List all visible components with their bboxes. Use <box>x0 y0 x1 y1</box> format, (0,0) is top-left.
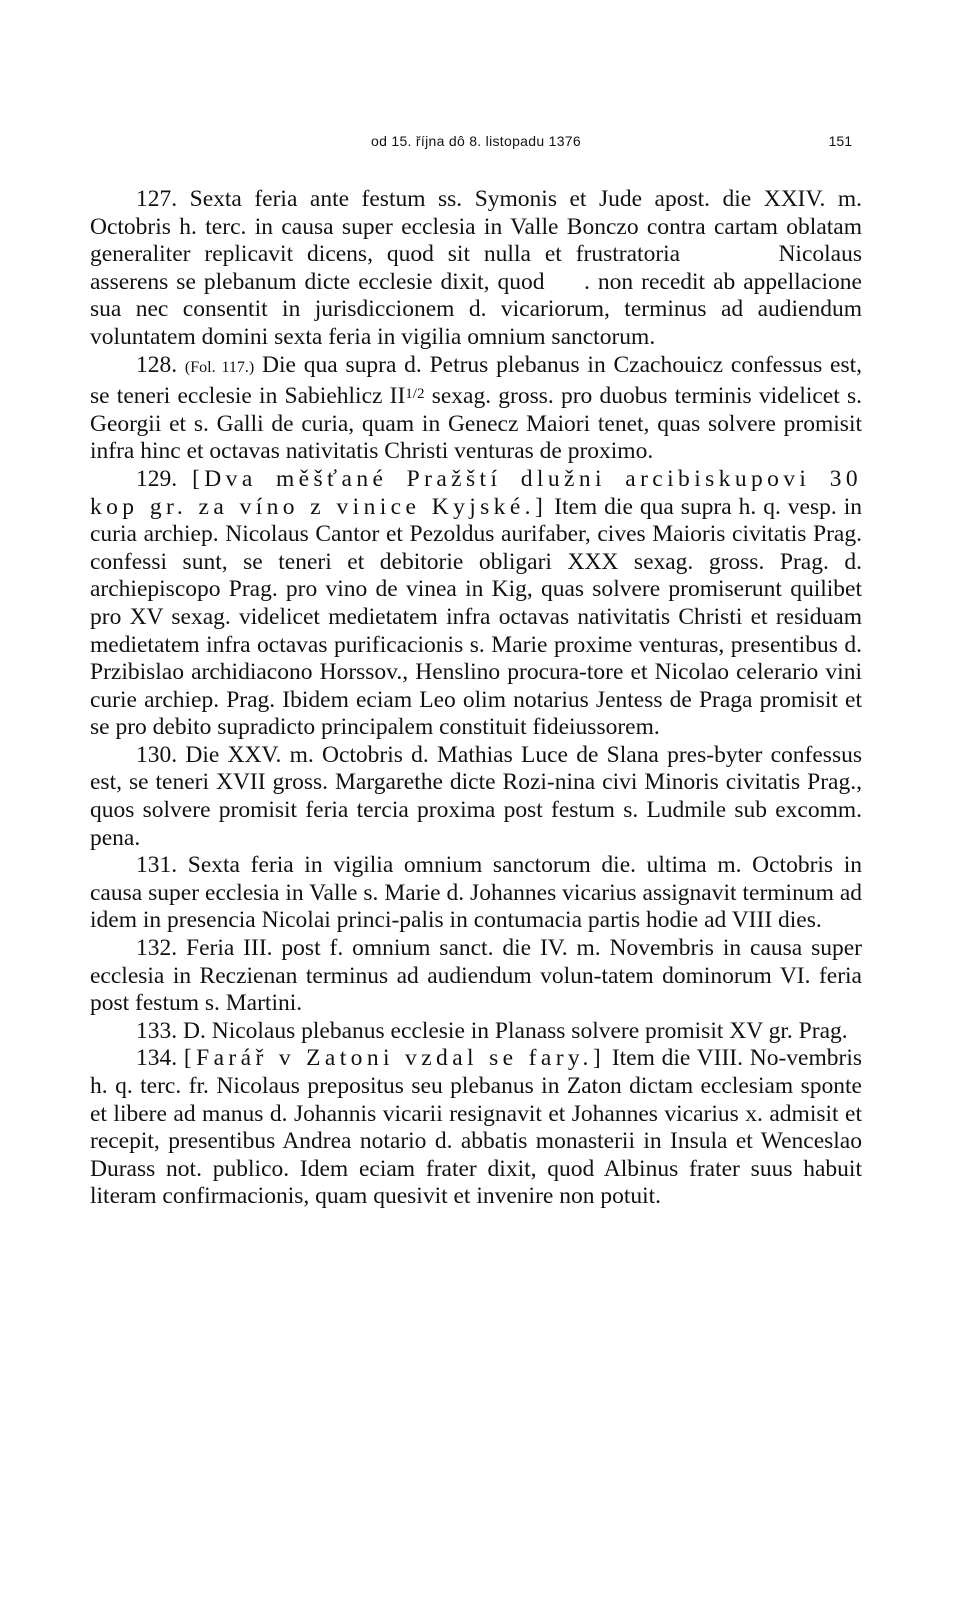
entry-132 <box>90 935 862 1018</box>
entry-127 <box>90 186 862 352</box>
fraction: 1/2 <box>405 386 425 403</box>
entry-134-heading: [Farář v Zatoni vzdal se fary.] <box>183 1045 606 1072</box>
entry-133 <box>90 1018 862 1046</box>
entry-128-text-end: sexag. gross. pro duobus terminis videlicet s. Georgii et s. Galli de curia, quam in Genecz Maiori tenet, quas solvere promisit infra hinc et octavas nativitatis Christi venturas de proximo. <box>90 383 862 465</box>
entry-131 <box>90 852 862 935</box>
entry-132-text: 132. Feria III. post f. omnium sanct. die IV. m. Novembris in causa super ecclesia in Reczienan terminus ad audiendum volun-tatem dominorum VI. feria post festum s. Martini. <box>90 935 862 1017</box>
entry-130 <box>90 742 862 852</box>
entry-129 <box>90 466 862 742</box>
entry-127-text-end: . non recedit ab appellacione sua nec consentit in jurisdiccionem d. vicariorum, terminus ad audiendum voluntatem domini sexta feria in vigilia omnium sanctorum. <box>90 268 862 350</box>
entry-127-text-continued: Nicolaus asserens se plebanum dicte ecclesie dixit, quod <box>90 241 862 295</box>
entry-128 <box>90 352 862 466</box>
entry-128-number: 128. <box>136 351 178 378</box>
entry-127-text: 127. Sexta feria ante festum ss. Symonis et Jude apost. die XXIV. m. Octobris h. terc. in causa super ecclesia in Valle Bonczo contra cartam oblatam generaliter replicavit dicens, quod sit nulla et frustratoria <box>90 186 862 268</box>
entry-129-text: Item die qua supra h. q. vesp. in curia archiep. Nicolaus Cantor et Pezoldus aurifaber, cives Maioris civitatis Prag. confessi sunt, se teneri et debitorie obligari XXX sexag. gross. Prag. d. archiepiscopo Prag. pro vino de vinea in Kig, quas solvere promiserunt quilibet pro XV sexag. videlicet medietatem infra octavas nativitatis Christi et residuam medietatem infra octavas purificacionis s. Marie proxime venturas, presentibus d. Przibislao archidiacono Horssov., Henslino procura-tore et Nicolao celerario vini curie archiep. Prag. Ibidem eciam Leo olim notarius Jentess de Praga promisit et se pro debito supradicto principalem constituit fideiussorem. <box>90 493 862 741</box>
document-body <box>90 186 862 1211</box>
running-title: od 15. října dô 8. listopadu 1376 <box>371 133 581 149</box>
entry-134-number: 134. <box>136 1045 178 1072</box>
page-header <box>90 133 862 159</box>
entry-128-text: Die qua supra d. Petrus plebanus in Czachouicz confessus est, se teneri ecclesie in Sabiehlicz II <box>90 351 863 410</box>
entry-133-text: 133. D. Nicolaus plebanus ecclesie in Planass solvere promisit XV gr. Prag. <box>136 1017 848 1044</box>
entry-134-text: Item die VIII. No-vembris h. q. terc. fr. Nicolaus prepositus seu plebanus in Zaton dictam ecclesiam sponte et libere ad manus d. Johannis vicarii resignavit et Johannes vicarius x. admisit et recepit, presentibus Andrea notario d. abbatis monasterii in Insula et Wenceslao Durass not. publico. Idem eciam frater dixit, quod Albinus frater suus habuit literam confirmacionis, quam quesivit et invenire non potuit. <box>90 1045 863 1210</box>
entry-129-heading: [Dva měšťané Pražští dlužni arcibiskupovi 30 kop gr. za víno z vinice Kyjské.] <box>90 465 863 520</box>
entry-131-text: 131. Sexta feria in vigilia omnium sanctorum die. ultima m. Octobris in causa super ecclesia in Valle s. Marie d. Johannes vicarius assignavit terminum ad idem in presencia Nicolai princi-palis in contumacia partis hodie ad VIII dies. <box>90 852 862 934</box>
page-number: 151 <box>828 133 852 149</box>
entry-129-number: 129. <box>136 465 178 492</box>
entry-130-text: 130. Die XXV. m. Octobris d. Mathias Luce de Slana pres-byter confessus est, se teneri XVII gross. Margarethe dicte Rozi-nina civi Minoris civitatis Prag., quos solvere promisit feria tercia proxima post festum s. Ludmile sub excomm. pena. <box>90 741 862 851</box>
folio-marker: (Fol. 117.) <box>184 358 255 376</box>
entry-134 <box>90 1045 862 1211</box>
